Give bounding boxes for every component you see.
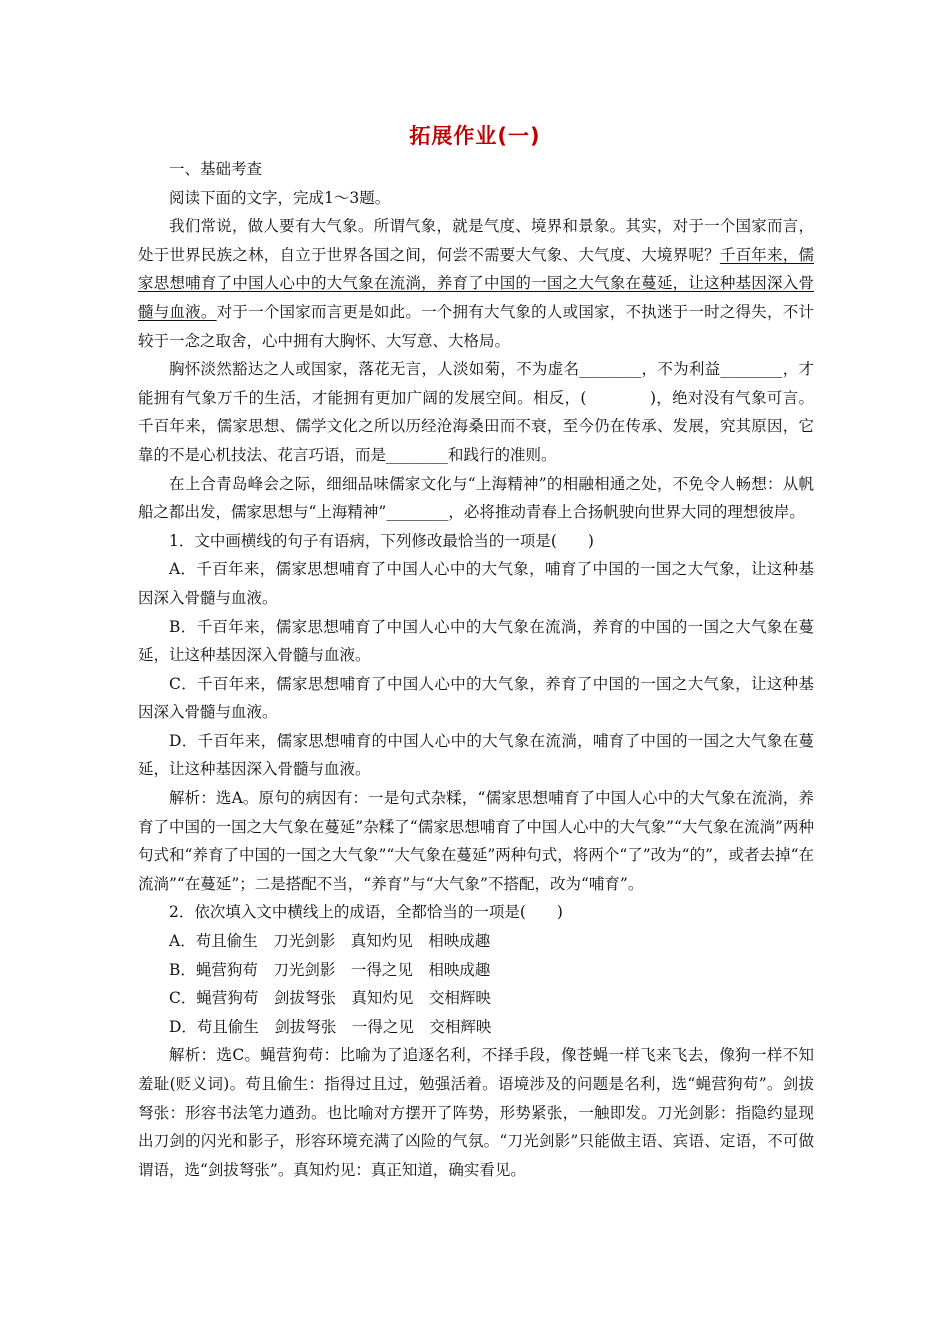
question-1-stem: 1．文中画横线的句子有语病，下列修改最恰当的一项是( ) — [169, 531, 594, 550]
passage-p1-text-b: 对于一个国家而言更是如此。一个拥有大气象的人或国家，不执迷于一时之得失，不计较于一念之取舍，心中拥有大胸怀、大写意、大格局。 — [138, 302, 814, 350]
page-title: 拓展作业(一) — [409, 124, 541, 148]
question-1-option-d: D．千百年来，儒家思想哺育的中国人心中的大气象在流淌，哺育了中国的一国之大气象在蔓延，让这种基因深入骨髓与血液。 — [138, 731, 814, 779]
passage-paragraph-3: 在上合青岛峰会之际，细细品味儒家文化与“上海精神”的相融相通之处，不免令人畅想：从帆船之都出发，儒家思想与“上海精神”________，必将推动青春上合扬帆驶向世界大同的理想彼岸。 — [138, 474, 814, 522]
reading-instruction: 阅读下面的文字，完成1～3题。 — [169, 188, 391, 207]
question-1-option-b: B．千百年来，儒家思想哺育了中国人心中的大气象在流淌，养育的中国的一国之大气象在蔓延，让这种基因深入骨髓与血液。 — [138, 617, 814, 665]
passage-paragraph-1 — [138, 212, 814, 355]
underlined-sentence: 千百年来，儒家思想哺育了中国人心中的大气象在流淌，养育了中国的一国之大气象在蔓延，让这种基因深入骨髓与血液。 — [138, 245, 814, 321]
question-2-analysis: 解析：选C。蝇营狗苟：比喻为了追逐名利，不择手段，像苍蝇一样飞来飞去，像狗一样不知羞耻(贬义词)。苟且偷生：指得过且过，勉强活着。语境涉及的问题是名利，选“蝇营狗苟”。剑拔弩张：形容书法笔力遒劲。也比喻对方摆开了阵势，形势紧张，一触即发。刀光剑影：指隐约显现出刀剑的闪光和影子，形容环境充满了凶险的气氛。“刀光剑影”只能做主语、宾语、定语，不可做谓语，选“剑拔弩张”。真知灼见：真正知道，确实看见。 — [138, 1046, 814, 1179]
passage-p1-text-a: 我们常说，做人要有大气象。所谓气象，就是气度、境界和景象。其实，对于一个国家而言，处于世界民族之林，自立于世界各国之间，何尝不需要大气象、大气度、大境界呢？ — [138, 217, 814, 264]
passage-paragraph-2: 胸怀淡然豁达之人或国家，落花无言，人淡如菊，不为虚名________，不为利益________，才能拥有气象万千的生活，才能拥有更加广阔的发展空间。相反，( )，绝对没有气象可言。千百年来，儒家思想、儒学文化之所以历经沧海桑田而不衰，至今仍在传承、发展，究其原因，它靠的不是心机技法、花言巧语，而是________和践行的准则。 — [138, 360, 814, 464]
question-2-option-d: D．苟且偷生 剑拔弩张 一得之见 交相辉映 — [169, 1017, 492, 1036]
question-1-option-c: C．千百年来，儒家思想哺育了中国人心中的大气象，养育了中国的一国之大气象，让这种基因深入骨髓与血液。 — [138, 674, 814, 722]
question-1-analysis: 解析：选A。原句的病因有：一是句式杂糅，“儒家思想哺育了中国人心中的大气象在流淌，养育了中国的一国之大气象在蔓延”杂糅了“儒家思想哺育了中国人心中的大气象”“大气象在流淌”两种句式和“养育了中国的一国之大气象”“大气象在蔓延”两种句式，将两个“了”改为“的”，或者去掉“在流淌”“在蔓延”；二是搭配不当，“养育”与“大气象”不搭配，改为“哺育”。 — [138, 789, 814, 893]
question-2-option-c: C．蝇营狗苟 剑拔弩张 真知灼见 交相辉映 — [169, 989, 491, 1008]
question-2-stem: 2．依次填入文中横线上的成语，全都恰当的一项是( ) — [169, 903, 563, 922]
section-heading: 一、基础考查 — [169, 160, 263, 178]
question-2-option-b: B．蝇营狗苟 刀光剑影 一得之见 相映成趣 — [169, 960, 491, 979]
question-1-option-a: A．千百年来，儒家思想哺育了中国人心中的大气象，哺育了中国的一国之大气象，让这种基因深入骨髓与血液。 — [138, 560, 814, 607]
document-body — [138, 155, 814, 1184]
question-2-option-a: A．苟且偷生 刀光剑影 真知灼见 相映成趣 — [169, 932, 491, 951]
